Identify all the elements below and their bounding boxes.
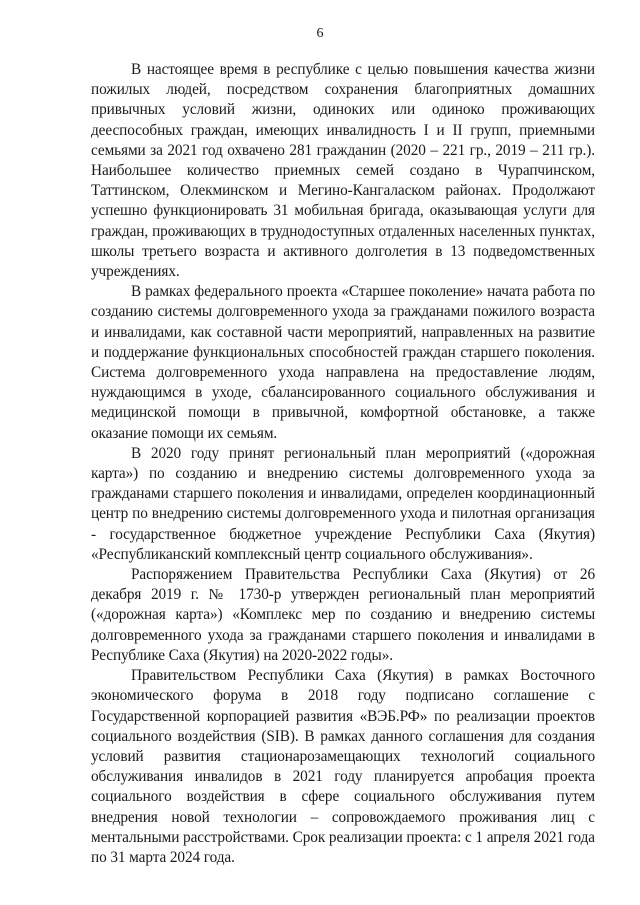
paragraph-regional-roadmap-2020: В 2020 году принят региональный план мероприятий («дорожная карта») по созданию и внедрению системы долговременного ухода за гражданами старшего поколения и инвалидами, определен координационный центр по внедрению системы долговременного ухода и пилотная организация - государственное бюджетное учреждение Республики Саха (Якутия) «Республиканский комплексный центр социального обслуживания».	[91, 444, 595, 563]
paragraph-veb-agreement: Правительством Республики Саха (Якутия) в рамках Восточного экономического форума в 2018 году подписано соглашение с Государственной корпорацией развития «ВЭБ.РФ» по реализации проектов социального воздействия (SIB). В рамках данного соглашения для создания условий развития стационарозамещающих технологий социального обслуживания инвалидов в 2021 году планируется апробация проекта социального воздействия в сфере социального обслуживания путем внедрения новой технологии – сопровождаемого проживания лиц с ментальными расстройствами. Срок реализации проекта: с 1 апреля 2021 года по 31 марта 2024 года.	[91, 667, 595, 866]
page-number: 6	[316, 26, 324, 41]
paragraph-government-order: Распоряжением Правительства Республики Саха (Якутия) от 26 декабря 2019 г. № 1730-р утвержден региональный план мероприятий («дорожная карта») «Комплекс мер по созданию и внедрению системы долговременного ухода за гражданами старшего поколения и инвалидами в Республике Саха (Якутия) на 2020-2022 годы».	[91, 566, 595, 664]
document-body	[91, 60, 595, 868]
paragraph-older-generation-project: В рамках федерального проекта «Старшее поколение» начата работа по созданию системы долговременного ухода за гражданами пожилого возраста и инвалидами, как составной части мероприятий, направленных на развитие и поддержание функциональных способностей граждан старшего поколения. Система долговременного ухода направлена на предоставление людям, нуждающимся в уходе, сбалансированного социального обслуживания и медицинской помощи в привычной, комфортной обстановке, а также оказание помощи их семьям.	[91, 283, 595, 442]
paragraph-elderly-care-families: В настоящее время в республике с целью повышения качества жизни пожилых людей, посредством сохранения благоприятных домашних привычных условий жизни, одиноких или одиноко проживающих дееспособных граждан, имеющих инвалидность I и II групп, приемными семьями за 2021 год охвачено 281 гражданин (2020 – 221 гр., 2019 – 211 гр.). Наибольшее количество приемных семей создано в Чурапчинском, Таттинском, Олекминском и Мегино-Кангаласком районах. Продолжают успешно функционировать 31 мобильная бригада, оказывающая услуги для граждан, проживающих в труднодоступных отдаленных населенных пунктах, школы третьего возраста и активного долголетия в 13 подведомственных учреждениях.	[91, 61, 595, 281]
